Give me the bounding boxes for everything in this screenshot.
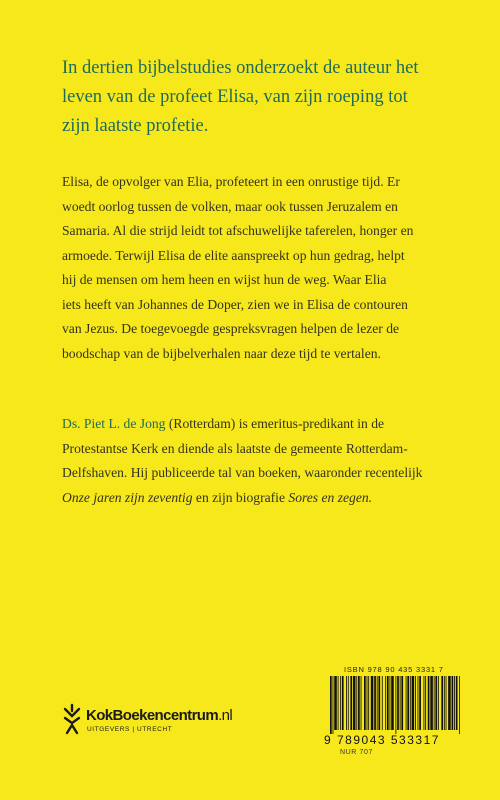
barcode-bar xyxy=(346,676,347,730)
description-line: hij de mensen om hem heen en wijst hun de weg. Waar Elia xyxy=(62,272,387,287)
barcode-bar xyxy=(412,676,415,730)
author-bio-text: (Rotterdam) is emeritus-predikant in de xyxy=(165,416,385,431)
publisher-mark-icon xyxy=(62,703,82,735)
barcode-bar xyxy=(356,676,357,730)
barcode-bar xyxy=(424,676,425,730)
barcode-bar xyxy=(441,676,443,730)
barcode-bar xyxy=(459,676,460,734)
barcode-bar xyxy=(361,676,362,730)
barcode-bar xyxy=(333,676,334,734)
description-line: Samaria. Al die strijd leidt tot afschuwelijke taferelen, honger en xyxy=(62,223,414,238)
description-line: armoede. Terwijl Elisa de elite aanspreekt op hun gedrag, helpt xyxy=(62,247,405,263)
lead-line: zijn laatste profetie. xyxy=(62,116,209,136)
barcode-bar xyxy=(452,676,454,730)
barcode-bar xyxy=(340,676,341,730)
author-bio-line xyxy=(62,412,462,437)
nur-code: NUR 707 xyxy=(340,749,373,756)
publisher-subline: UITGEVERS | UTRECHT xyxy=(87,726,173,733)
description-line: van Jezus. De toegevoegde gespreksvragen helpen de lezer de xyxy=(62,321,400,336)
description-paragraph xyxy=(62,170,462,366)
barcode-bar xyxy=(410,676,411,730)
barcode-bar xyxy=(430,676,433,730)
barcode xyxy=(322,663,462,761)
barcode-bar xyxy=(348,676,349,730)
barcode-bar xyxy=(334,676,337,730)
author-bio-line: Protestantse Kerk en diende als laatste de gemeente Rotterdam- xyxy=(62,440,408,456)
barcode-bar xyxy=(425,676,426,730)
barcode-bar xyxy=(391,676,394,730)
barcode-bar xyxy=(446,676,447,730)
publisher-name-bold: KokBoekencentrum xyxy=(86,707,219,724)
barcode-bar xyxy=(419,676,421,730)
description-line: woedt oorlog tussen de volken, maar ook tussen Jeruzalem en xyxy=(62,198,398,214)
barcode-bar xyxy=(377,676,378,730)
barcode-bars xyxy=(330,676,460,734)
description-line: boodschap van de bijbelverhalen naar deze tijd te vertalen. xyxy=(62,345,381,361)
barcode-bar xyxy=(353,676,356,730)
barcode-bar xyxy=(371,676,374,730)
lead-paragraph xyxy=(62,54,462,141)
barcode-bar xyxy=(367,676,368,730)
barcode-bar xyxy=(368,676,369,730)
barcode-bar xyxy=(382,676,383,730)
barcode-bar xyxy=(395,676,396,734)
lead-line: In dertien bijbelstudies onderzoekt de auteur het xyxy=(62,58,419,78)
barcode-bar xyxy=(454,676,455,730)
barcode-bar xyxy=(390,676,391,730)
barcode-bar xyxy=(350,676,352,730)
barcode-bar xyxy=(438,676,439,730)
barcode-bar xyxy=(448,676,451,730)
barcode-bar xyxy=(418,676,419,730)
book-title: Onze jaren zijn zeventig xyxy=(62,489,193,505)
author-bio-line xyxy=(62,486,462,511)
barcode-bar xyxy=(358,676,360,730)
author-bio-text: en zijn biografie xyxy=(192,489,289,505)
barcode-bar xyxy=(374,676,376,730)
publisher-name-suffix: .nl xyxy=(218,707,233,724)
barcode-bar xyxy=(415,676,416,730)
publisher-name xyxy=(86,707,232,724)
lead-line: leven van de profeet Elisa, van zijn roeping tot xyxy=(62,87,408,107)
author-bio-line: Delfshaven. Hij publiceerde tal van boeken, waaronder recentelijk xyxy=(62,465,423,480)
barcode-bar xyxy=(387,676,389,730)
barcode-bar xyxy=(407,676,409,730)
barcode-bar xyxy=(406,676,407,730)
barcode-bar xyxy=(385,676,386,730)
barcode-bar xyxy=(400,676,401,730)
book-title: Sores en zegen. xyxy=(288,489,373,505)
author-name: Ds. Piet L. de Jong xyxy=(62,416,166,431)
description-line: iets heeft van Johannes de Doper, zien we in Elisa de contouren xyxy=(62,296,408,312)
barcode-bar xyxy=(434,676,435,730)
author-bio-paragraph xyxy=(62,412,462,510)
barcode-bar xyxy=(364,676,366,730)
barcode-bar xyxy=(338,676,339,730)
publisher-logo xyxy=(62,703,282,739)
barcode-bar xyxy=(397,676,399,730)
barcode-bar xyxy=(456,676,458,730)
isbn-label: ISBN 978 90 435 3331 7 xyxy=(344,665,444,674)
barcode-bar xyxy=(330,676,332,734)
barcode-bar xyxy=(435,676,437,730)
barcode-bar xyxy=(428,676,430,730)
barcode-bar xyxy=(342,676,344,730)
barcode-bar xyxy=(378,676,380,730)
description-line: Elisa, de opvolger van Elia, profeteert in een onrustige tijd. Er xyxy=(62,174,400,189)
barcode-bar xyxy=(444,676,445,730)
isbn-digits: 9 789043 533317 xyxy=(324,733,440,747)
barcode-bar xyxy=(401,676,403,730)
